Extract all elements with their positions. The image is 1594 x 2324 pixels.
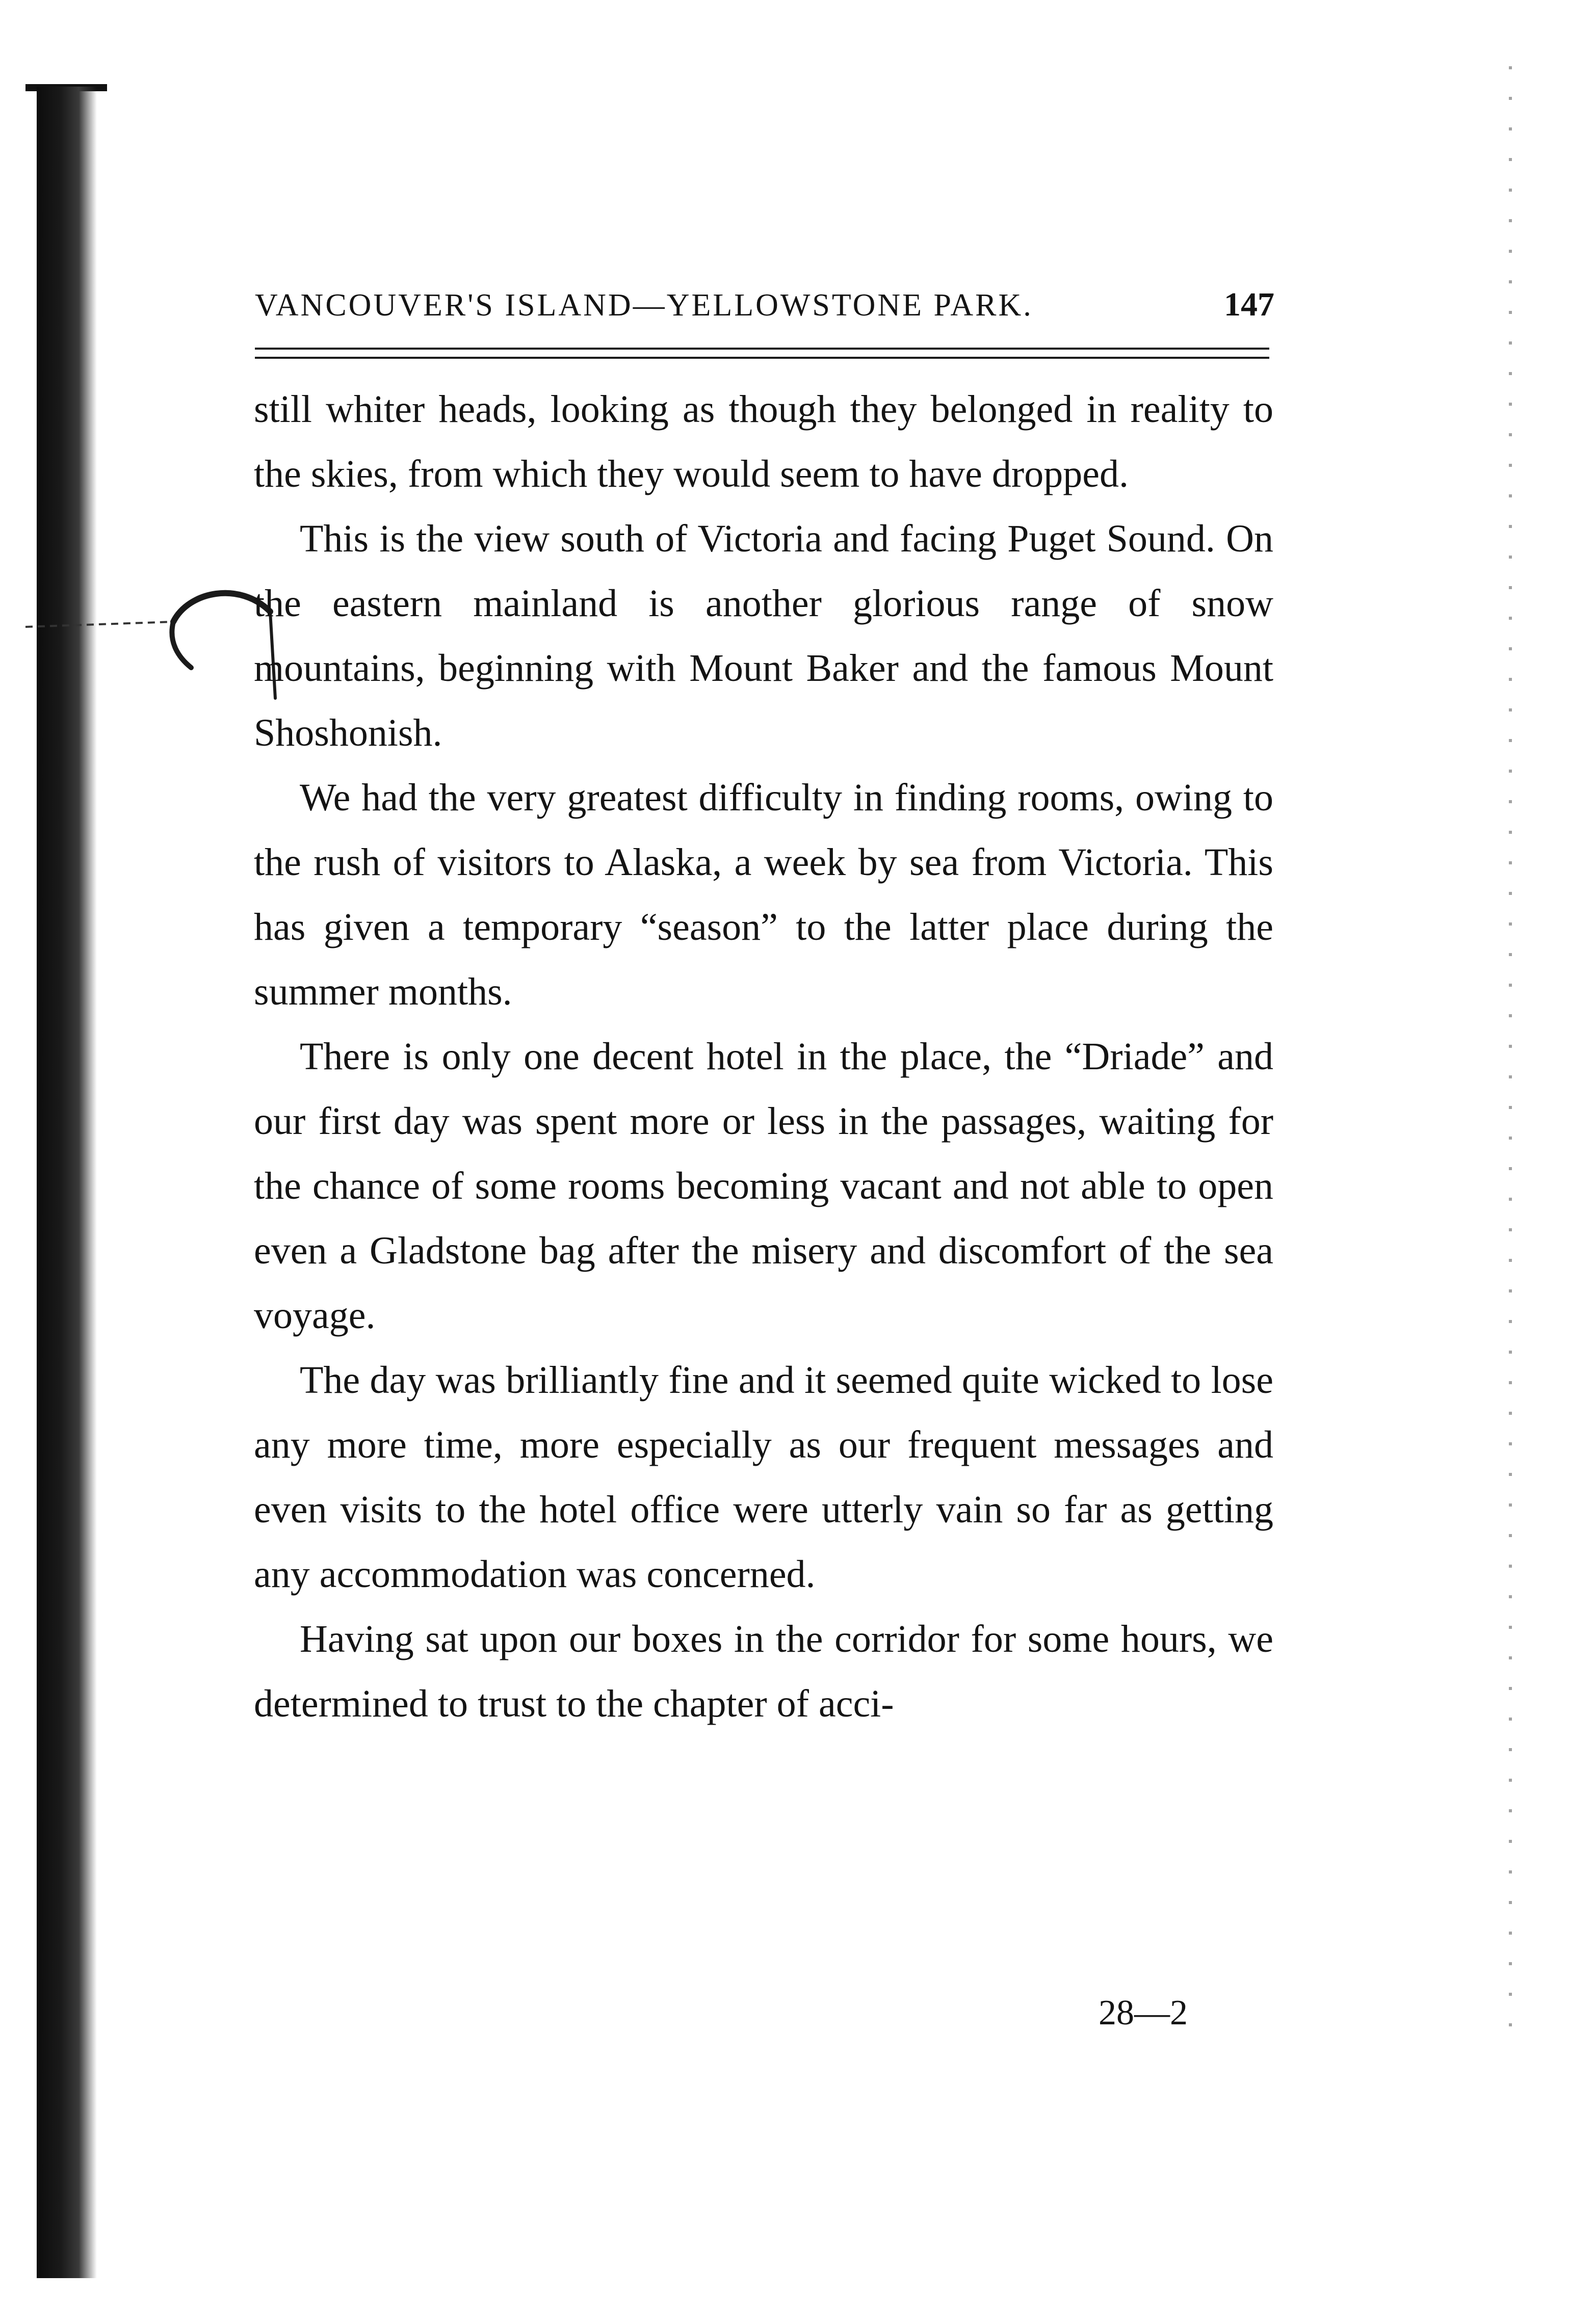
paragraph: This is the view south of Victoria and facing Puget Sound. On the eastern mainland is another glorious range of snow mountains, beginning with Mount Baker and the famous Mount Shoshonish. [254, 517, 1273, 754]
body-text [254, 377, 1273, 1736]
header-rule-top [255, 348, 1269, 350]
paragraph: There is only one decent hotel in the place, the “Driade” and our first day was spent more or less in the passages, waiting for the chance of some rooms becoming vacant and not able to open even a Gladstone bag after the misery and discomfort of the sea voyage. [254, 1035, 1273, 1337]
paragraph: We had the very greatest difficulty in finding rooms, owing to the rush of visitors to Alaska, a week by sea from Victoria. This has given a temporary “season” to the latter place during the summer months. [254, 776, 1273, 1013]
binding-shadow [37, 87, 97, 2278]
right-margin-specks [1509, 66, 1512, 2054]
running-head [255, 285, 1274, 331]
header-rule-bottom [255, 357, 1269, 359]
handwritten-bracket-mark [20, 571, 285, 703]
paragraph: still whiter heads, looking as though they belonged in reality to the skies, from which they would seem to have dropped. [254, 388, 1273, 495]
signature-mark: 28—2 [1099, 1993, 1188, 2032]
paragraph: The day was brilliantly fine and it seemed quite wicked to lose any more time, more especially as our frequent messages and even visits to the hotel office were utterly vain so far as getting any accommodation was concerned. [254, 1359, 1273, 1596]
page-number: 147 [1224, 286, 1274, 323]
paragraph: Having sat upon our boxes in the corridor for some hours, we determined to trust to the chapter of acci- [254, 1618, 1273, 1725]
running-title: VANCOUVER'S ISLAND—YELLOWSTONE PARK. [255, 288, 1033, 323]
